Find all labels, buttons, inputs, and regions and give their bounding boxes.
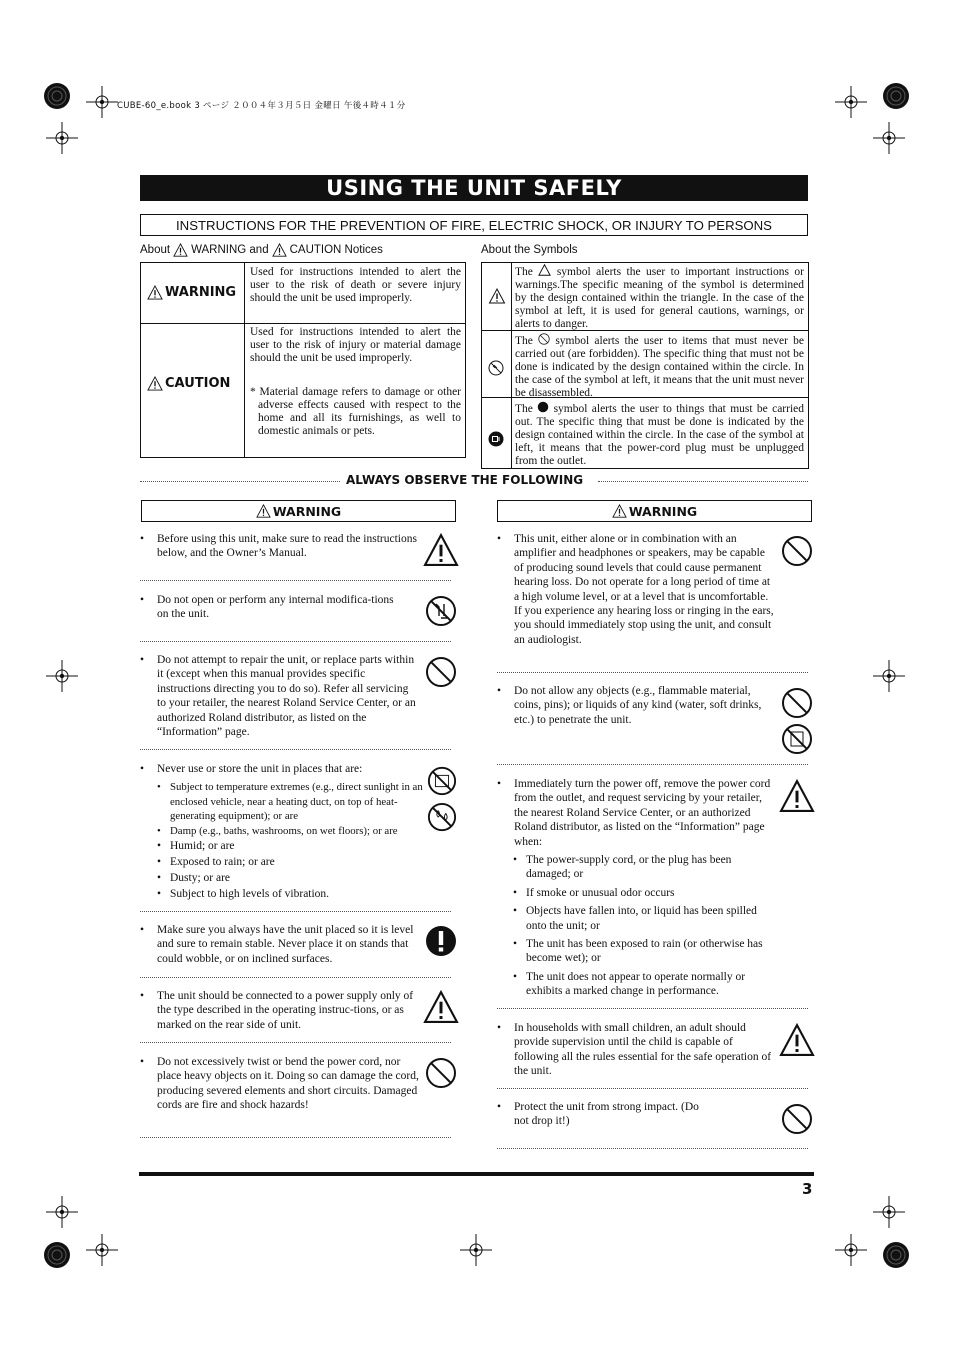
symbols-table xyxy=(481,262,809,469)
sub-item: • Damp (e.g., baths, washrooms, on wet floors); or are xyxy=(157,824,398,837)
item-text: Do not allow any objects (e.g., flammable material, coins, pins); or liquids of any kind (water, soft drinks, etc.) to penetrate the unit. xyxy=(514,685,762,726)
divider xyxy=(497,672,808,673)
sub-item: • Subject to temperature extremes (e.g., direct sunlight in an enclosed vehicle, near a heating duct, on top of heat-generating equipment); or are xyxy=(157,781,423,822)
divider xyxy=(140,911,451,912)
sub-item: • The unit has been exposed to rain (or otherwise has become wet); or xyxy=(513,938,763,965)
mandatory-inline-icon xyxy=(537,401,549,413)
crosshair-icon xyxy=(460,1234,492,1266)
about-symbols-caption: About the Symbols xyxy=(481,244,578,256)
sub-list xyxy=(513,853,778,999)
divider xyxy=(140,749,451,750)
item-text: Do not attempt to repair the unit, or replace parts within it (except when this manual provides specific instructions directing you to do so). Refer all servicing to your retailer, the nearest Roland Service Center, or an authorized Roland distributor, as listed on the “Information” page. xyxy=(157,654,416,739)
crosshair-icon xyxy=(835,86,867,118)
divider xyxy=(140,481,340,482)
divider xyxy=(140,1137,451,1138)
warning-label xyxy=(147,285,236,300)
circle-symbol-text: The symbol alerts the user to items that must never be carried out (are forbidden). The specific thing that must not be done is indicated by the design contained within the circle. In the case of the symbol at left, it means that the unit must never be disassembled. xyxy=(515,335,805,399)
rosette-icon xyxy=(44,83,70,109)
footer-rule xyxy=(139,1172,814,1176)
prohibited-inline-icon xyxy=(538,333,550,345)
item-text: The unit should be connected to a power supply only of the type described in the operating instruc-tions, or as marked on the rear side of unit. xyxy=(157,990,414,1031)
warning-triangle-icon xyxy=(612,504,627,518)
crosshair-icon xyxy=(46,660,78,692)
warning-triangle-icon xyxy=(424,533,458,567)
sub-item: • Subject to high levels of vibration. xyxy=(157,888,330,900)
left-warning-header xyxy=(141,500,456,522)
crosshair-icon xyxy=(46,1196,78,1228)
item-text: Protect the unit from strong impact. (Do not drop it!) xyxy=(514,1101,699,1128)
item-text: Never use or store the unit in places that are: xyxy=(157,763,363,775)
prohibited-icon xyxy=(781,535,813,567)
item-text: In households with small children, an adult should provide supervision until the child is capable of following all the rules essential for the safe operation of the unit. xyxy=(514,1022,772,1078)
item-text: Make sure you always have the unit placed so it is level and sure to remain stable. Never place it on stands that could wobble, or on inclined surfaces. xyxy=(157,924,414,965)
warning-triangle-icon xyxy=(424,990,458,1024)
crosshair-icon xyxy=(873,660,905,692)
page-title: USING THE UNIT SAFELY xyxy=(140,175,808,201)
no-disassemble-icon xyxy=(425,595,457,627)
divider xyxy=(140,580,451,581)
caution-label xyxy=(147,376,230,391)
divider xyxy=(497,1088,808,1089)
sub-item: • Objects have fallen into, or liquid has been spilled onto the unit; or xyxy=(513,905,757,932)
warning-triangle-icon xyxy=(147,285,163,300)
rosette-icon xyxy=(44,1242,70,1268)
no-liquid-icon xyxy=(781,723,813,755)
right-warning-header-text: WARNING xyxy=(628,503,698,519)
caution-triangle-icon xyxy=(272,243,287,257)
caution-note: * Material damage refers to damage or other adverse effects caused with respect to the home and all its furnishings, as well to domestic animals or pets. xyxy=(250,386,461,437)
no-heat-icon xyxy=(427,766,457,796)
crosshair-icon xyxy=(86,86,118,118)
triangle-symbol-icon xyxy=(489,288,505,304)
sub-item: • Dusty; or are xyxy=(157,872,231,884)
sub-item: • Humid; or are xyxy=(157,840,235,852)
about-prefix: About xyxy=(140,244,171,256)
caution-label-text: CAUTION xyxy=(165,376,231,391)
warning-triangle-icon xyxy=(256,504,271,518)
no-water-icon xyxy=(427,802,457,832)
crosshair-icon xyxy=(86,1234,118,1266)
sub-item: • The unit does not appear to operate normally or exhibits a marked change in performance. xyxy=(513,970,746,998)
item-text: Before using this unit, make sure to read the instructions below, and the Owner’s Manual. xyxy=(157,533,417,560)
rosette-icon xyxy=(883,83,909,109)
about-notices-caption xyxy=(140,243,383,257)
crosshair-icon xyxy=(835,1234,867,1266)
crosshair-icon xyxy=(873,1196,905,1228)
triangle-symbol-text: The symbol alerts the user to important instructions or warnings.The specific meaning of the symbol is determined by the design contained within the triangle. In the case of the symbol at left, it is used for general cautions, warnings, or alerts to danger. xyxy=(515,266,804,330)
divider xyxy=(497,1008,808,1009)
sub-item: • Exposed to rain; or are xyxy=(157,856,275,868)
sub-item: • If smoke or unusual odor occurs xyxy=(513,886,675,899)
sub-list xyxy=(157,780,425,902)
caution-description: Used for instructions intended to alert the user to the risk of injury or material damage should the unit be used improperly. xyxy=(250,326,461,364)
rosette-icon xyxy=(883,1242,909,1268)
sub-item: • The power-supply cord, or the plug has been damaged; or xyxy=(513,854,732,881)
crosshair-icon xyxy=(873,122,905,154)
divider xyxy=(140,641,451,642)
divider xyxy=(140,1042,451,1043)
mandatory-icon xyxy=(425,925,457,957)
prohibited-icon xyxy=(781,687,813,719)
crosshair-icon xyxy=(46,122,78,154)
prohibited-icon xyxy=(425,656,457,688)
right-warning-header xyxy=(497,500,812,522)
about-caution: CAUTION Notices xyxy=(289,244,383,256)
about-warning: WARNING and xyxy=(191,244,269,256)
prohibited-icon xyxy=(781,1103,813,1135)
divider xyxy=(497,764,808,765)
book-info: CUBE-60_e.book 3 ページ ２００４年３月５日 金曜日 午後４時４１分 xyxy=(117,101,406,111)
triangle-inline-icon xyxy=(538,264,551,276)
divider xyxy=(140,977,451,978)
warning-triangle-icon xyxy=(780,779,814,813)
notices-table xyxy=(140,262,466,458)
item-text: Immediately turn the power off, remove the power cord from the outlet, and request servicing by your retailer, the nearest Roland Service Center, or an authorized Roland distributor, as listed on the “Information” page when: xyxy=(514,778,771,848)
item-text: Do not excessively twist or bend the power cord, nor place heavy objects on it. Doing so can damage the cord, producing severed elements and short circuits. Damaged cords are fire and shock hazards! xyxy=(157,1056,419,1112)
unplug-icon xyxy=(488,431,504,447)
warning-triangle-icon xyxy=(173,243,188,257)
caution-triangle-icon xyxy=(147,376,163,391)
left-warning-header-text: WARNING xyxy=(272,503,342,519)
warning-description: Used for instructions intended to alert the user to the risk of death or severe injury should the unit be used improperly. xyxy=(250,266,461,304)
divider xyxy=(598,481,808,482)
item-text: This unit, either alone or in combination with an amplifier and headphones or speakers, may be capable of producing sound levels that could cause permanent hearing loss. Do not operate for a long period of time at a high volume level, or at a level that is uncomfortable. If you experience any hearing loss or ringing in the ears, you should immediately stop using the unit, and consult an audiologist. xyxy=(514,533,774,646)
page-number: 3 xyxy=(802,1180,813,1198)
warning-triangle-icon xyxy=(780,1023,814,1057)
dot-symbol-text: The symbol alerts the user to things that must be carried out. The specific thing that must be done is indicated by the design contained within the circle. In the case of the symbol at left, it means that the power-cord plug must be unplugged from the outlet. xyxy=(515,403,805,467)
warning-label-text: WARNING xyxy=(165,285,237,300)
divider xyxy=(497,1148,808,1149)
always-observe-heading: ALWAYS OBSERVE THE FOLLOWING xyxy=(346,473,584,487)
no-disassemble-icon xyxy=(488,360,504,376)
item-text: Do not open or perform any internal modifica-tions on the unit. xyxy=(157,594,394,621)
instructions-heading: INSTRUCTIONS FOR THE PREVENTION OF FIRE, ELECTRIC SHOCK, OR INJURY TO PERSONS xyxy=(140,214,808,236)
prohibited-icon xyxy=(425,1057,457,1089)
